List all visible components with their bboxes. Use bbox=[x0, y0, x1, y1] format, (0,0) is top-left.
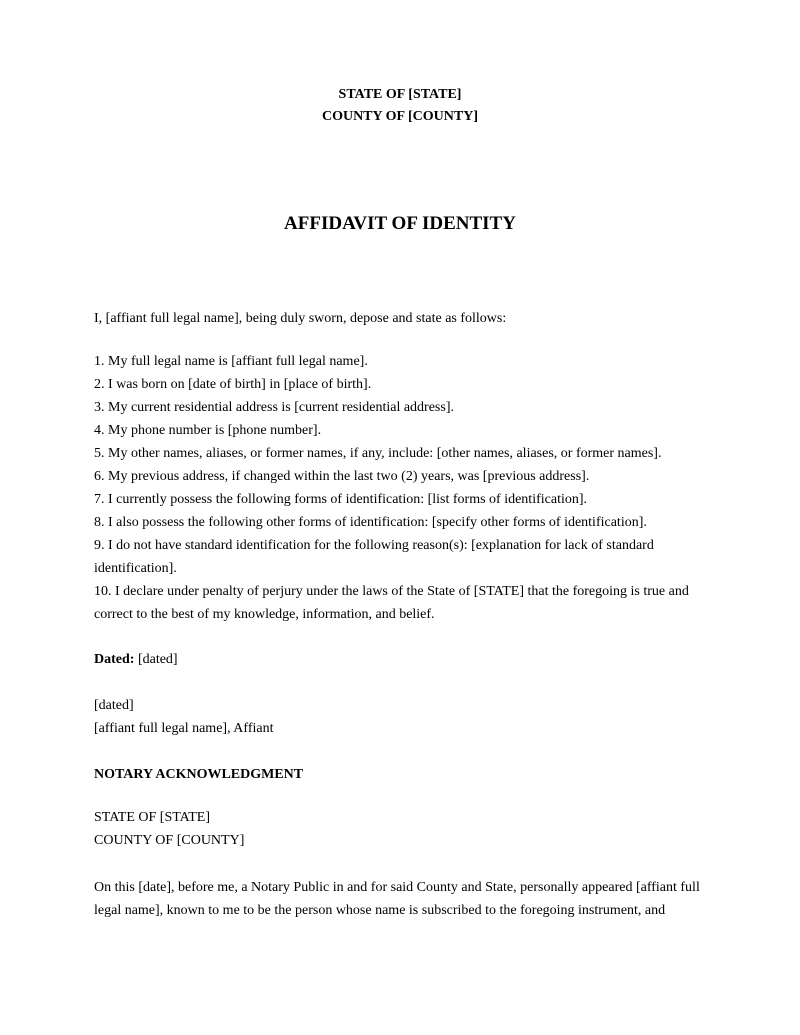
clause-item: 7. I currently possess the following forms of identification: [list forms of identification]. bbox=[94, 492, 588, 507]
venue-county: COUNTY OF [COUNTY] bbox=[321, 109, 479, 124]
notary-heading: NOTARY ACKNOWLEDGMENT bbox=[94, 767, 304, 782]
notary-county: COUNTY OF [COUNTY] bbox=[94, 833, 245, 848]
clause-item: 10. I declare under penalty of perjury under the laws of the State of [STATE] that the foregoing is true and correct to the best of my knowledge, information, and belief. bbox=[94, 584, 689, 622]
venue-state: STATE OF [STATE] bbox=[338, 87, 462, 102]
notary-state: STATE OF [STATE] bbox=[94, 810, 210, 825]
dated-line bbox=[94, 648, 714, 671]
clause-item: 3. My current residential address is [current residential address]. bbox=[94, 400, 454, 415]
clause-item: 2. I was born on [date of birth] in [place of birth]. bbox=[94, 377, 372, 392]
document-title: AFFIDAVIT OF IDENTITY bbox=[284, 213, 516, 234]
clause-item: 4. My phone number is [phone number]. bbox=[94, 423, 322, 438]
clause-item: 1. My full legal name is [affiant full legal name]. bbox=[94, 354, 368, 369]
signature-name: [affiant full legal name], Affiant bbox=[94, 721, 274, 736]
notary-venue bbox=[94, 806, 714, 852]
clause-item: 5. My other names, aliases, or former names, if any, include: [other names, aliases, or former names]. bbox=[94, 446, 662, 461]
clause-list bbox=[94, 350, 714, 626]
dated-value: [dated] bbox=[137, 652, 178, 667]
clause-item: 6. My previous address, if changed within the last two (2) years, was [previous address]. bbox=[94, 469, 590, 484]
intro-paragraph: I, [affiant full legal name], being duly sworn, depose and state as follows: bbox=[94, 311, 507, 326]
notary-paragraph: On this [date], before me, a Notary Public in and for said County and State, personally appeared [affiant full legal name], known to me to be the person whose name is subscribed to the foregoing instrument, and bbox=[94, 880, 700, 918]
signature-block bbox=[94, 694, 714, 740]
signature-date: [dated] bbox=[94, 698, 134, 713]
dated-label: Dated: bbox=[94, 652, 135, 667]
clause-item: 9. I do not have standard identification for the following reason(s): [explanation for lack of standard identification]. bbox=[94, 538, 654, 576]
clause-item: 8. I also possess the following other forms of identification: [specify other forms of identification]. bbox=[94, 515, 647, 530]
venue-header bbox=[0, 84, 800, 128]
